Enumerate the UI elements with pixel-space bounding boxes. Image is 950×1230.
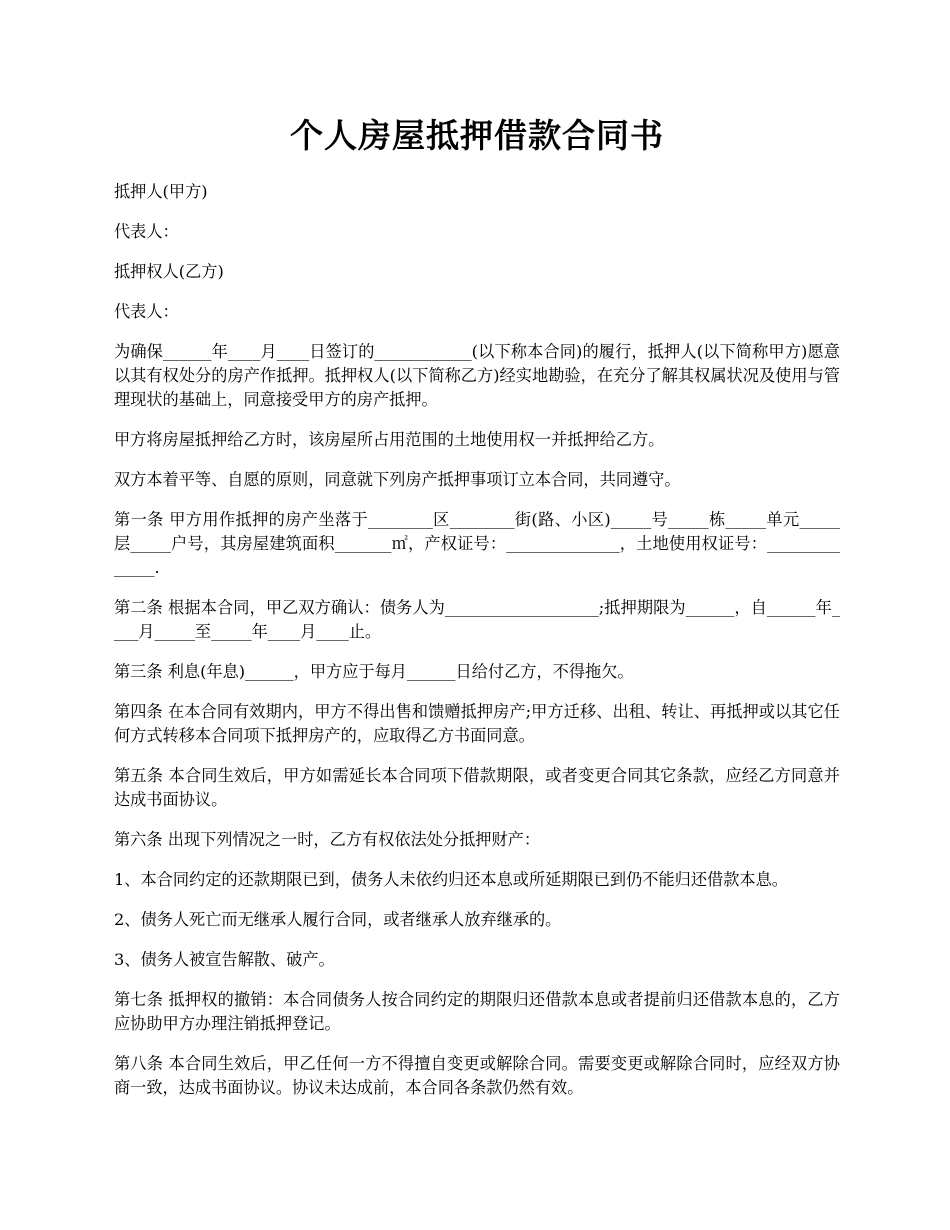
article-6-item-1: 1、本合同约定的还款期限已到，债务人未依约归还本息或所延期限已到仍不能归还借款本息。: [114, 870, 788, 889]
principle-paragraph: 双方本着平等、自愿的原则，同意就下列房产抵押事项订立本合同，共同遵守。: [114, 470, 681, 489]
article-5: 第五条 本合同生效后，甲方如需延长本合同项下借款期限，或者变更合同其它条款，应经乙方同意并达成书面协议。: [114, 766, 840, 809]
article-3: 第三条 利息(年息)______，甲方应于每月______日给付乙方，不得拖欠。: [114, 662, 634, 681]
document-title: 个人房屋抵押借款合同书: [290, 116, 664, 155]
document-body: [114, 180, 840, 1100]
land-use-paragraph: 甲方将房屋抵押给乙方时，该房屋所占用范围的土地使用权一并抵押给乙方。: [114, 430, 665, 449]
preamble-paragraph: 为确保______年____月____日签订的____________(以下称本合同)的履行，抵押人(以下简称甲方)愿意以其有权处分的房产作抵押。抵押权人(以下简称乙方)经实地勘验，在充分了解其权属状况及使用与管理现状的基础上，同意接受甲方的房产抵押。: [114, 342, 840, 409]
article-6-item-2: 2、债务人死亡而无继承人履行合同，或者继承人放弃继承的。: [114, 910, 562, 929]
article-4: 第四条 在本合同有效期内，甲方不得出售和馈赠抵押房产;甲方迁移、出租、转让、再抵押或以其它任何方式转移本合同项下抵押房产的，应取得乙方书面同意。: [114, 702, 840, 745]
article-6: 第六条 出现下列情况之一时，乙方有权依法处分抵押财产：: [114, 830, 541, 849]
article-8: 第八条 本合同生效后，甲乙任何一方不得擅自变更或解除合同。需要变更或解除合同时，应经双方协商一致，达成书面协议。协议未达成前，本合同各条款仍然有效。: [114, 1054, 840, 1097]
article-7: 第七条 抵押权的撤销：本合同债务人按合同约定的期限归还借款本息或者提前归还借款本息的，乙方应协助甲方办理注销抵押登记。: [114, 990, 840, 1033]
party-b-representative-line: 代表人：: [114, 302, 179, 321]
party-a-representative-line: 代表人：: [114, 222, 179, 241]
party-b-line: 抵押权人(乙方): [114, 262, 224, 281]
party-a-line: 抵押人(甲方): [114, 182, 208, 201]
article-6-item-3: 3、债务人被宣告解散、破产。: [114, 950, 335, 969]
document-page: [114, 0, 840, 1116]
article-1: 第一条 甲方用作抵押的房产坐落于________区________街(路、小区)_____号_____栋_____单元_____层_____户号，其房屋建筑面积_______㎡，产权证号：______________，土地使用权证号：______________.: [114, 510, 840, 577]
article-2: 第二条 根据本合同，甲乙双方确认：债务人为___________________;抵押期限为______，自______年____月_____至_____年____月____止。: [114, 598, 840, 641]
